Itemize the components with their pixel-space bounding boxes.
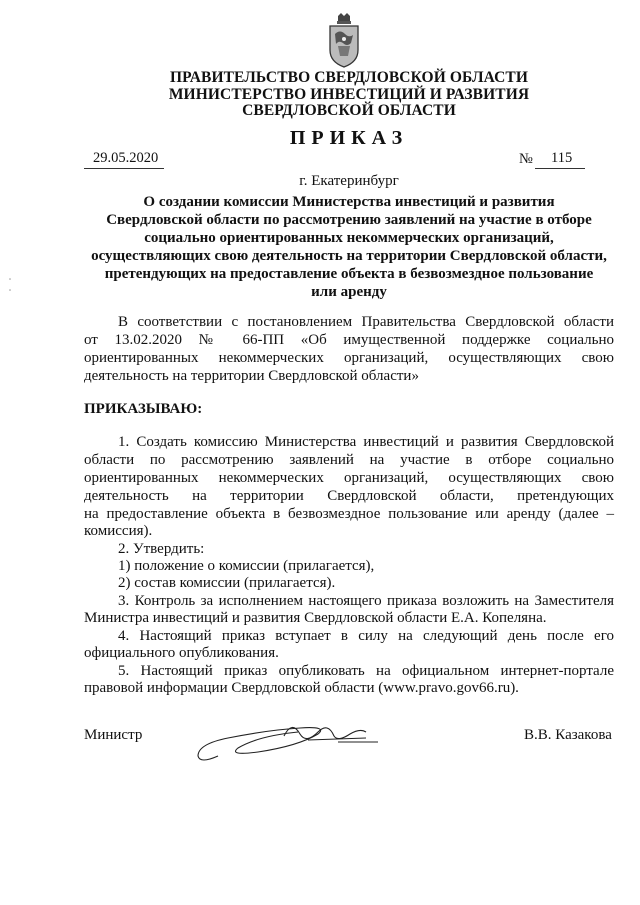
subject-line: претендующих на предоставление объекта в безвозмездное пользование — [104, 266, 594, 282]
subject-line: социально ориентированных некоммерческих организаций, — [144, 230, 554, 246]
document-subject — [84, 193, 614, 301]
org-line-1: ПРАВИТЕЛЬСТВО СВЕРДЛОВСКОЙ ОБЛАСТИ — [169, 69, 528, 86]
item-3-line: 3. Контроль за исполнением настоящего приказа возложить на Заместителя — [118, 593, 614, 609]
coat-of-arms-icon — [326, 12, 362, 68]
item-4-line: 4. Настоящий приказ вступает в силу на следующий день после его — [118, 628, 614, 644]
item-3-line: Министра инвестиций и развития Свердловской области Е.А. Копеляна. — [84, 610, 547, 626]
city: г. Екатеринбург — [299, 173, 399, 189]
subject-line: Свердловской области по рассмотрению заявлений на участие в отборе — [106, 212, 592, 228]
item-1-line: области по рассмотрению заявлений на участие в отборе социально — [84, 452, 614, 468]
item-4-line: официального опубликования. — [84, 645, 279, 661]
org-line-3: СВЕРДЛОВСКОЙ ОБЛАСТИ — [242, 102, 456, 119]
signatory-position: Министр — [84, 727, 143, 743]
signatory-name: В.В. Казакова — [524, 727, 612, 743]
item-1-line: ориентированных некоммерческих организаций, осуществляющих свою — [84, 470, 614, 486]
number-label: № — [519, 151, 533, 167]
item-1-line: на предоставление объекта в безвозмездное пользование или аренду (далее – — [84, 506, 614, 522]
org-line-2: МИНИСТЕРСТВО ИНВЕСТИЦИЙ И РАЗВИТИЯ — [168, 86, 530, 103]
preamble-line: ориентированных некоммерческих организаций, осуществляющих свою — [84, 350, 614, 366]
item-2-sub-1: 1) положение о комиссии (прилагается), — [118, 558, 375, 574]
number-underline — [535, 168, 585, 169]
subject-line: или аренду — [311, 284, 387, 300]
item-5-line: 5. Настоящий приказ опубликовать на официальном интернет-портале — [118, 663, 614, 679]
preamble-line: В соответствии с постановлением Правительства Свердловской области — [118, 314, 614, 330]
item-2: 2. Утвердить: — [118, 541, 205, 557]
item-5-line: правовой информации Свердловской области (www.pravo.gov66.ru). — [84, 680, 519, 696]
document-type-title: ПРИКАЗ — [289, 127, 409, 149]
item-1-line: 1. Создать комиссию Министерства инвестиций и развития Свердловской — [118, 434, 614, 450]
subject-line: осуществляющих свою деятельность на территории Свердловской области, — [91, 248, 607, 264]
subject-line: О создании комиссии Министерства инвестиций и развития — [143, 194, 555, 210]
item-1-line: комиссия). — [84, 523, 153, 539]
item-2-sub-2: 2) состав комиссии (прилагается). — [118, 575, 336, 591]
preamble-line: деятельность на территории Свердловской области» — [84, 368, 419, 384]
order-word: ПРИКАЗЫВАЮ: — [84, 401, 203, 417]
scan-speck-icon — [8, 276, 12, 296]
handwritten-signature-icon — [188, 712, 388, 768]
item-1-line: деятельность на территории Свердловской области, претендующих — [84, 488, 614, 504]
document-number: 115 — [551, 150, 573, 166]
preamble-line: от 13.02.2020 № 66-ПП «Об имущественной поддержке социально — [84, 332, 614, 348]
date-underline — [84, 168, 164, 169]
document-date: 29.05.2020 — [93, 150, 159, 166]
